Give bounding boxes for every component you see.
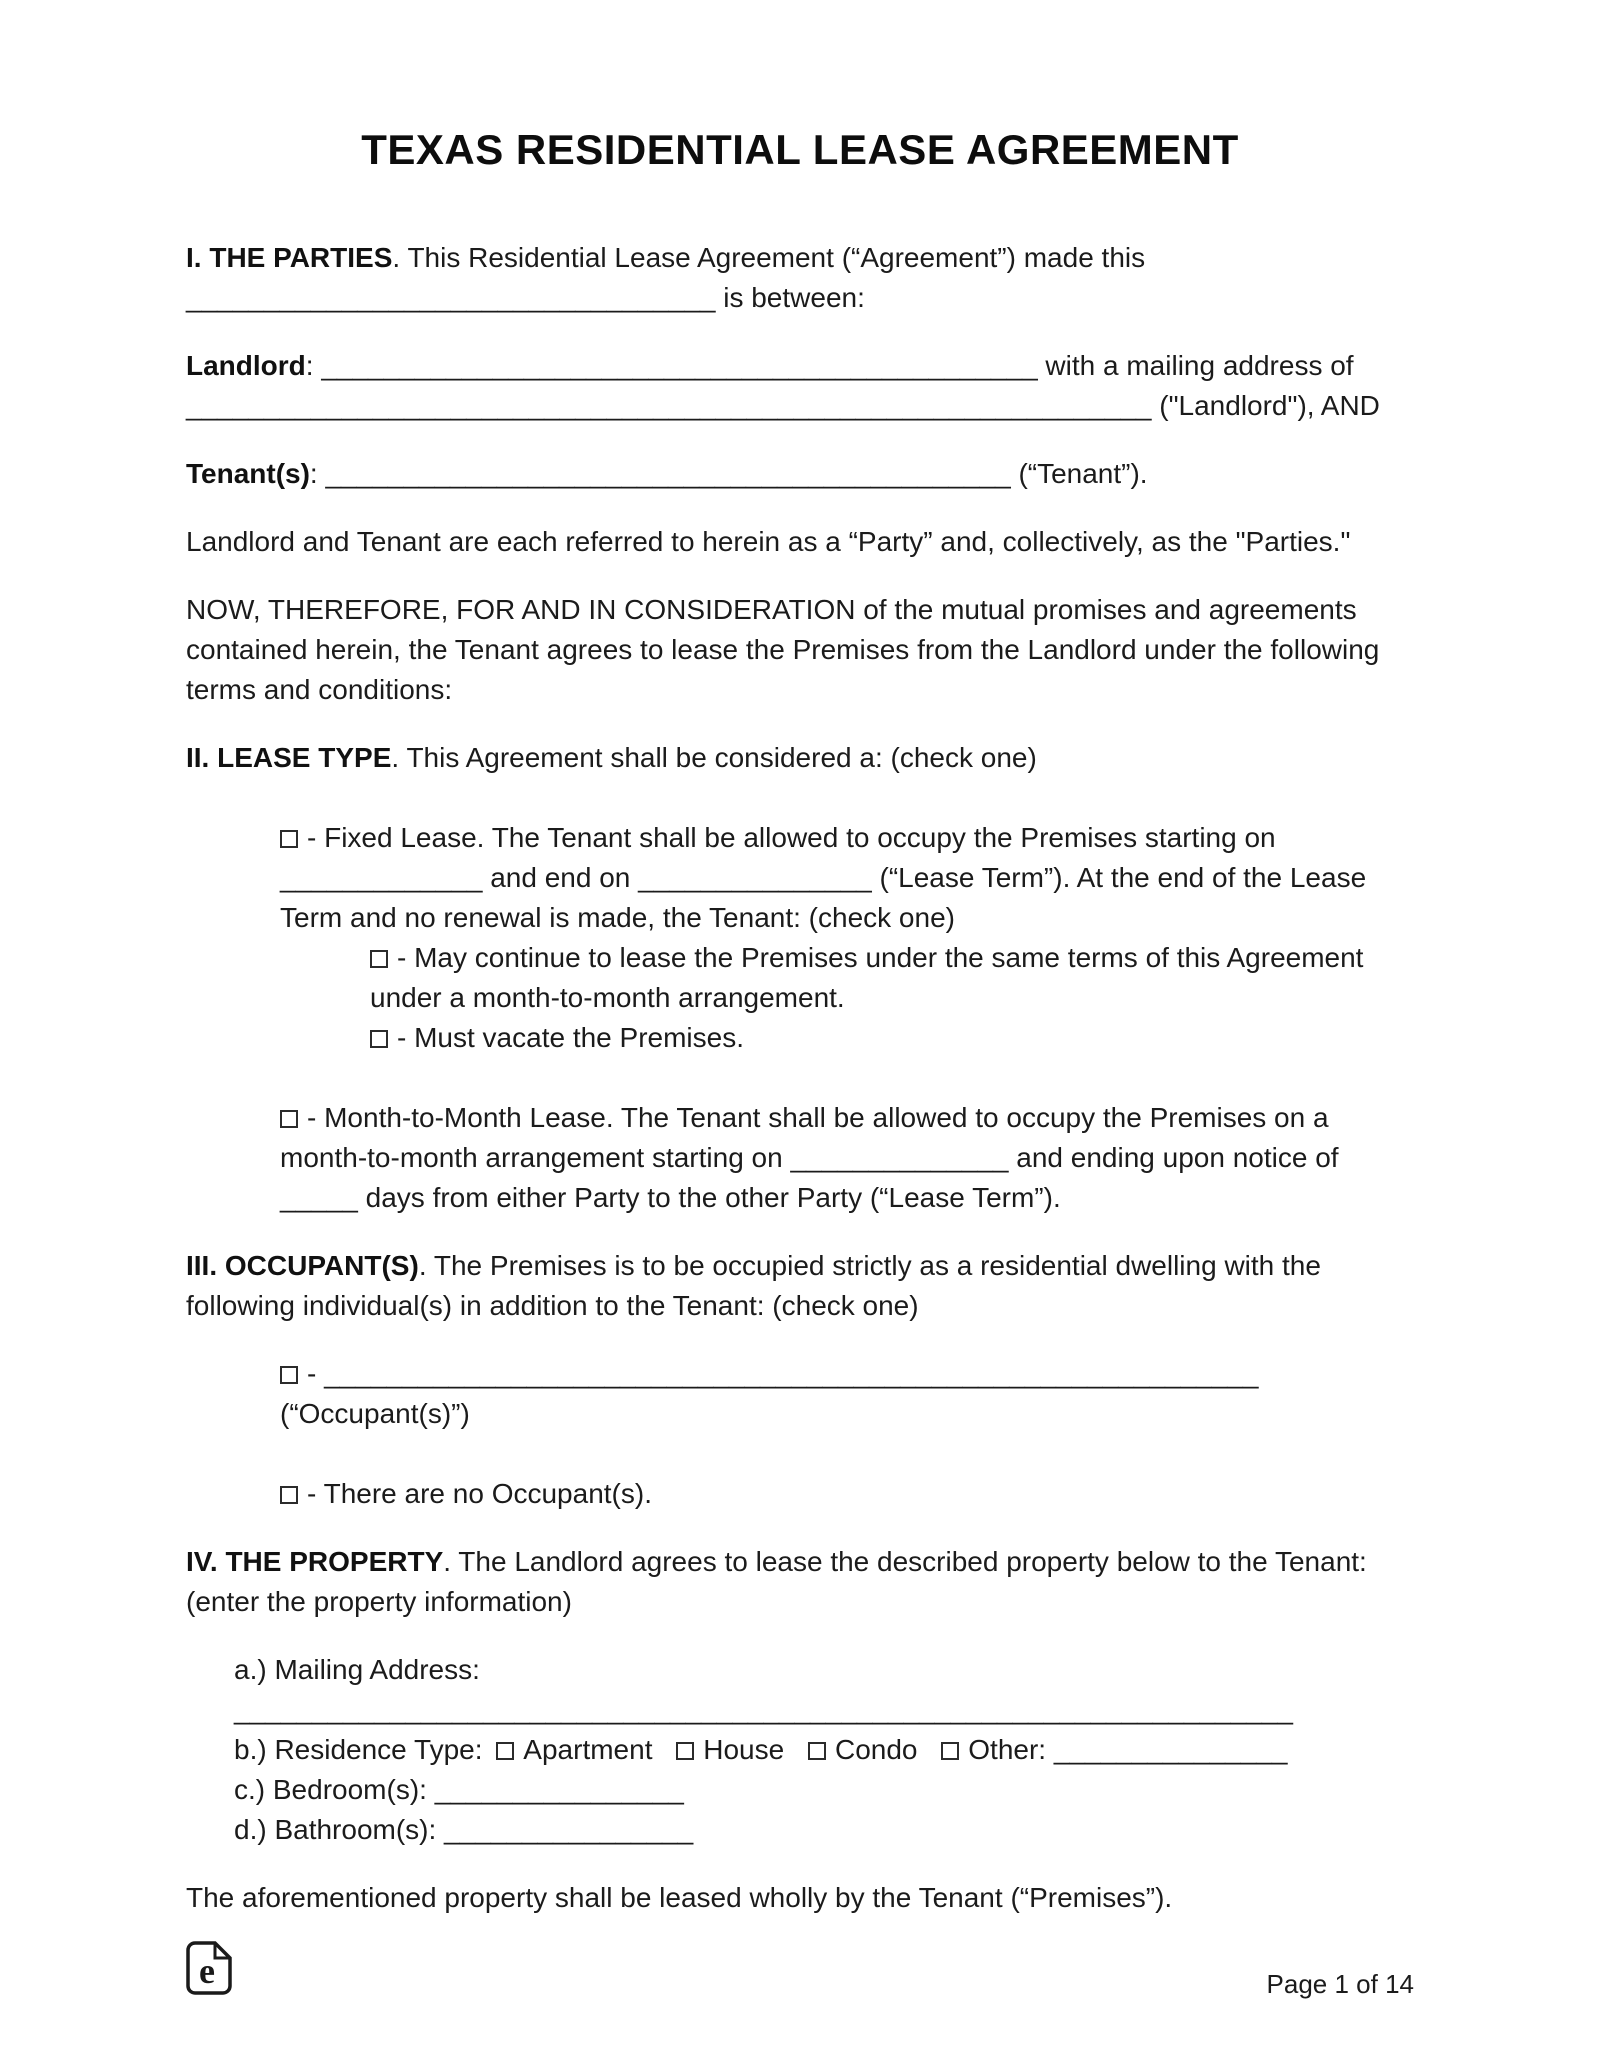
paragraph-tenant [186, 454, 1414, 494]
property-mailing-address-line: a.) Mailing Address: ____________________________________________________________________ [234, 1654, 1293, 1725]
tenant-label: Tenant(s) [186, 458, 310, 489]
continue-month-to-month-text: - May continue to lease the Premises under the same terms of this Agreement under a month-to-month arrangement. [370, 942, 1364, 1013]
paragraph-consideration: NOW, THEREFORE, FOR AND IN CONSIDERATION of the mutual promises and agreements contained herein, the Tenant agrees to lease the Premises from the Landlord under the following terms and conditions: [186, 594, 1380, 705]
paragraph-lease-type-heading [186, 738, 1414, 778]
document-title: TEXAS RESIDENTIAL LEASE AGREEMENT [361, 126, 1239, 173]
occupants-intro-text: . The Premises is to be occupied strictly as a residential dwelling with the following individual(s) in addition to the Tenant: (check one) [186, 1250, 1321, 1321]
checkbox-no-occupants[interactable] [280, 1486, 298, 1504]
section-heading-parties: I. THE PARTIES [186, 242, 393, 273]
option-no-occupants [280, 1474, 1414, 1514]
section-heading-lease-type: II. LEASE TYPE [186, 742, 392, 773]
lease-type-intro-text: . This Agreement shall be considered a: (check one) [391, 742, 1037, 773]
page-number: Page 1 of 14 [1266, 1969, 1414, 1999]
property-intro-text: . The Landlord agrees to lease the described property below to the Tenant: (enter the property information) [186, 1546, 1367, 1617]
checkbox-residence-apartment[interactable] [496, 1742, 514, 1760]
option-fixed-lease [280, 818, 1414, 938]
checkbox-residence-house[interactable] [676, 1742, 694, 1760]
fixed-lease-text: - Fixed Lease. The Tenant shall be allowed to occupy the Premises starting on _____________ and end on _______________ (“Lease Term”). At the end of the Lease Term and no renewal is made, the Tenant: (check one) [280, 822, 1367, 933]
footer [186, 1941, 1414, 2000]
paragraph-parties-intro [186, 238, 1414, 318]
option-must-vacate [370, 1018, 1414, 1058]
section-heading-occupants: III. OCCUPANT(S) [186, 1250, 419, 1281]
eforms-logo-icon [186, 1941, 232, 1995]
landlord-label: Landlord [186, 350, 306, 381]
no-occupants-text: - There are no Occupant(s). [307, 1478, 652, 1509]
must-vacate-text: - Must vacate the Premises. [397, 1022, 745, 1053]
checkbox-occupant-names[interactable] [280, 1366, 298, 1384]
option-occupant-names [280, 1354, 1414, 1434]
parties-intro-text: . This Residential Lease Agreement (“Agreement”) made this __________________________________ is between: [186, 242, 1146, 313]
paragraph-occupants-heading [186, 1246, 1414, 1326]
month-to-month-lease-text: - Month-to-Month Lease. The Tenant shall be allowed to occupy the Premises on a month-to-month arrangement starting on ______________ and ending upon notice of _____ days from either Party to the other Party (“Lease Term”). [280, 1102, 1339, 1213]
tenant-blank-text: : ____________________________________________ (“Tenant”). [309, 458, 1148, 489]
property-bathrooms-line: d.) Bathroom(s): ________________ [234, 1814, 694, 1845]
landlord-blank-text: : ______________________________________________ with a mailing address of ______________________________________________________________ ("Landlord"), AND [186, 350, 1380, 421]
checkbox-continue-month-to-month[interactable] [370, 950, 388, 968]
eforms-logo-letter: e [199, 1951, 215, 1991]
paragraph-property-heading [186, 1542, 1414, 1622]
residence-type-label: b.) Residence Type: [234, 1734, 483, 1765]
checkbox-fixed-lease[interactable] [280, 830, 298, 848]
paragraph-landlord [186, 346, 1414, 426]
checkbox-must-vacate[interactable] [370, 1030, 388, 1048]
property-detail-list [234, 1650, 1414, 1850]
checkbox-month-to-month-lease[interactable] [280, 1110, 298, 1128]
property-residence-type-line [234, 1730, 1414, 1770]
option-continue-month-to-month [370, 938, 1414, 1018]
residence-option-other: Other: _______________ [968, 1734, 1288, 1765]
checkbox-residence-other[interactable] [941, 1742, 959, 1760]
option-month-to-month-lease [280, 1098, 1414, 1218]
paragraph-premises-closing: The aforementioned property shall be leased wholly by the Tenant (“Premises”). [186, 1882, 1173, 1913]
checkbox-residence-condo[interactable] [808, 1742, 826, 1760]
residence-option-house: House [703, 1734, 785, 1765]
section-heading-property: IV. THE PROPERTY [186, 1546, 444, 1577]
eforms-logo [186, 1941, 232, 2000]
property-bedrooms-line: c.) Bedroom(s): ________________ [234, 1774, 684, 1805]
paragraph-party-referral: Landlord and Tenant are each referred to herein as a “Party” and, collectively, as the "Parties." [186, 526, 1351, 557]
residence-option-apartment: Apartment [523, 1734, 653, 1765]
residence-option-condo: Condo [834, 1734, 918, 1765]
occupant-names-blank-text: - ____________________________________________________________ (“Occupant(s)”) [280, 1358, 1259, 1429]
